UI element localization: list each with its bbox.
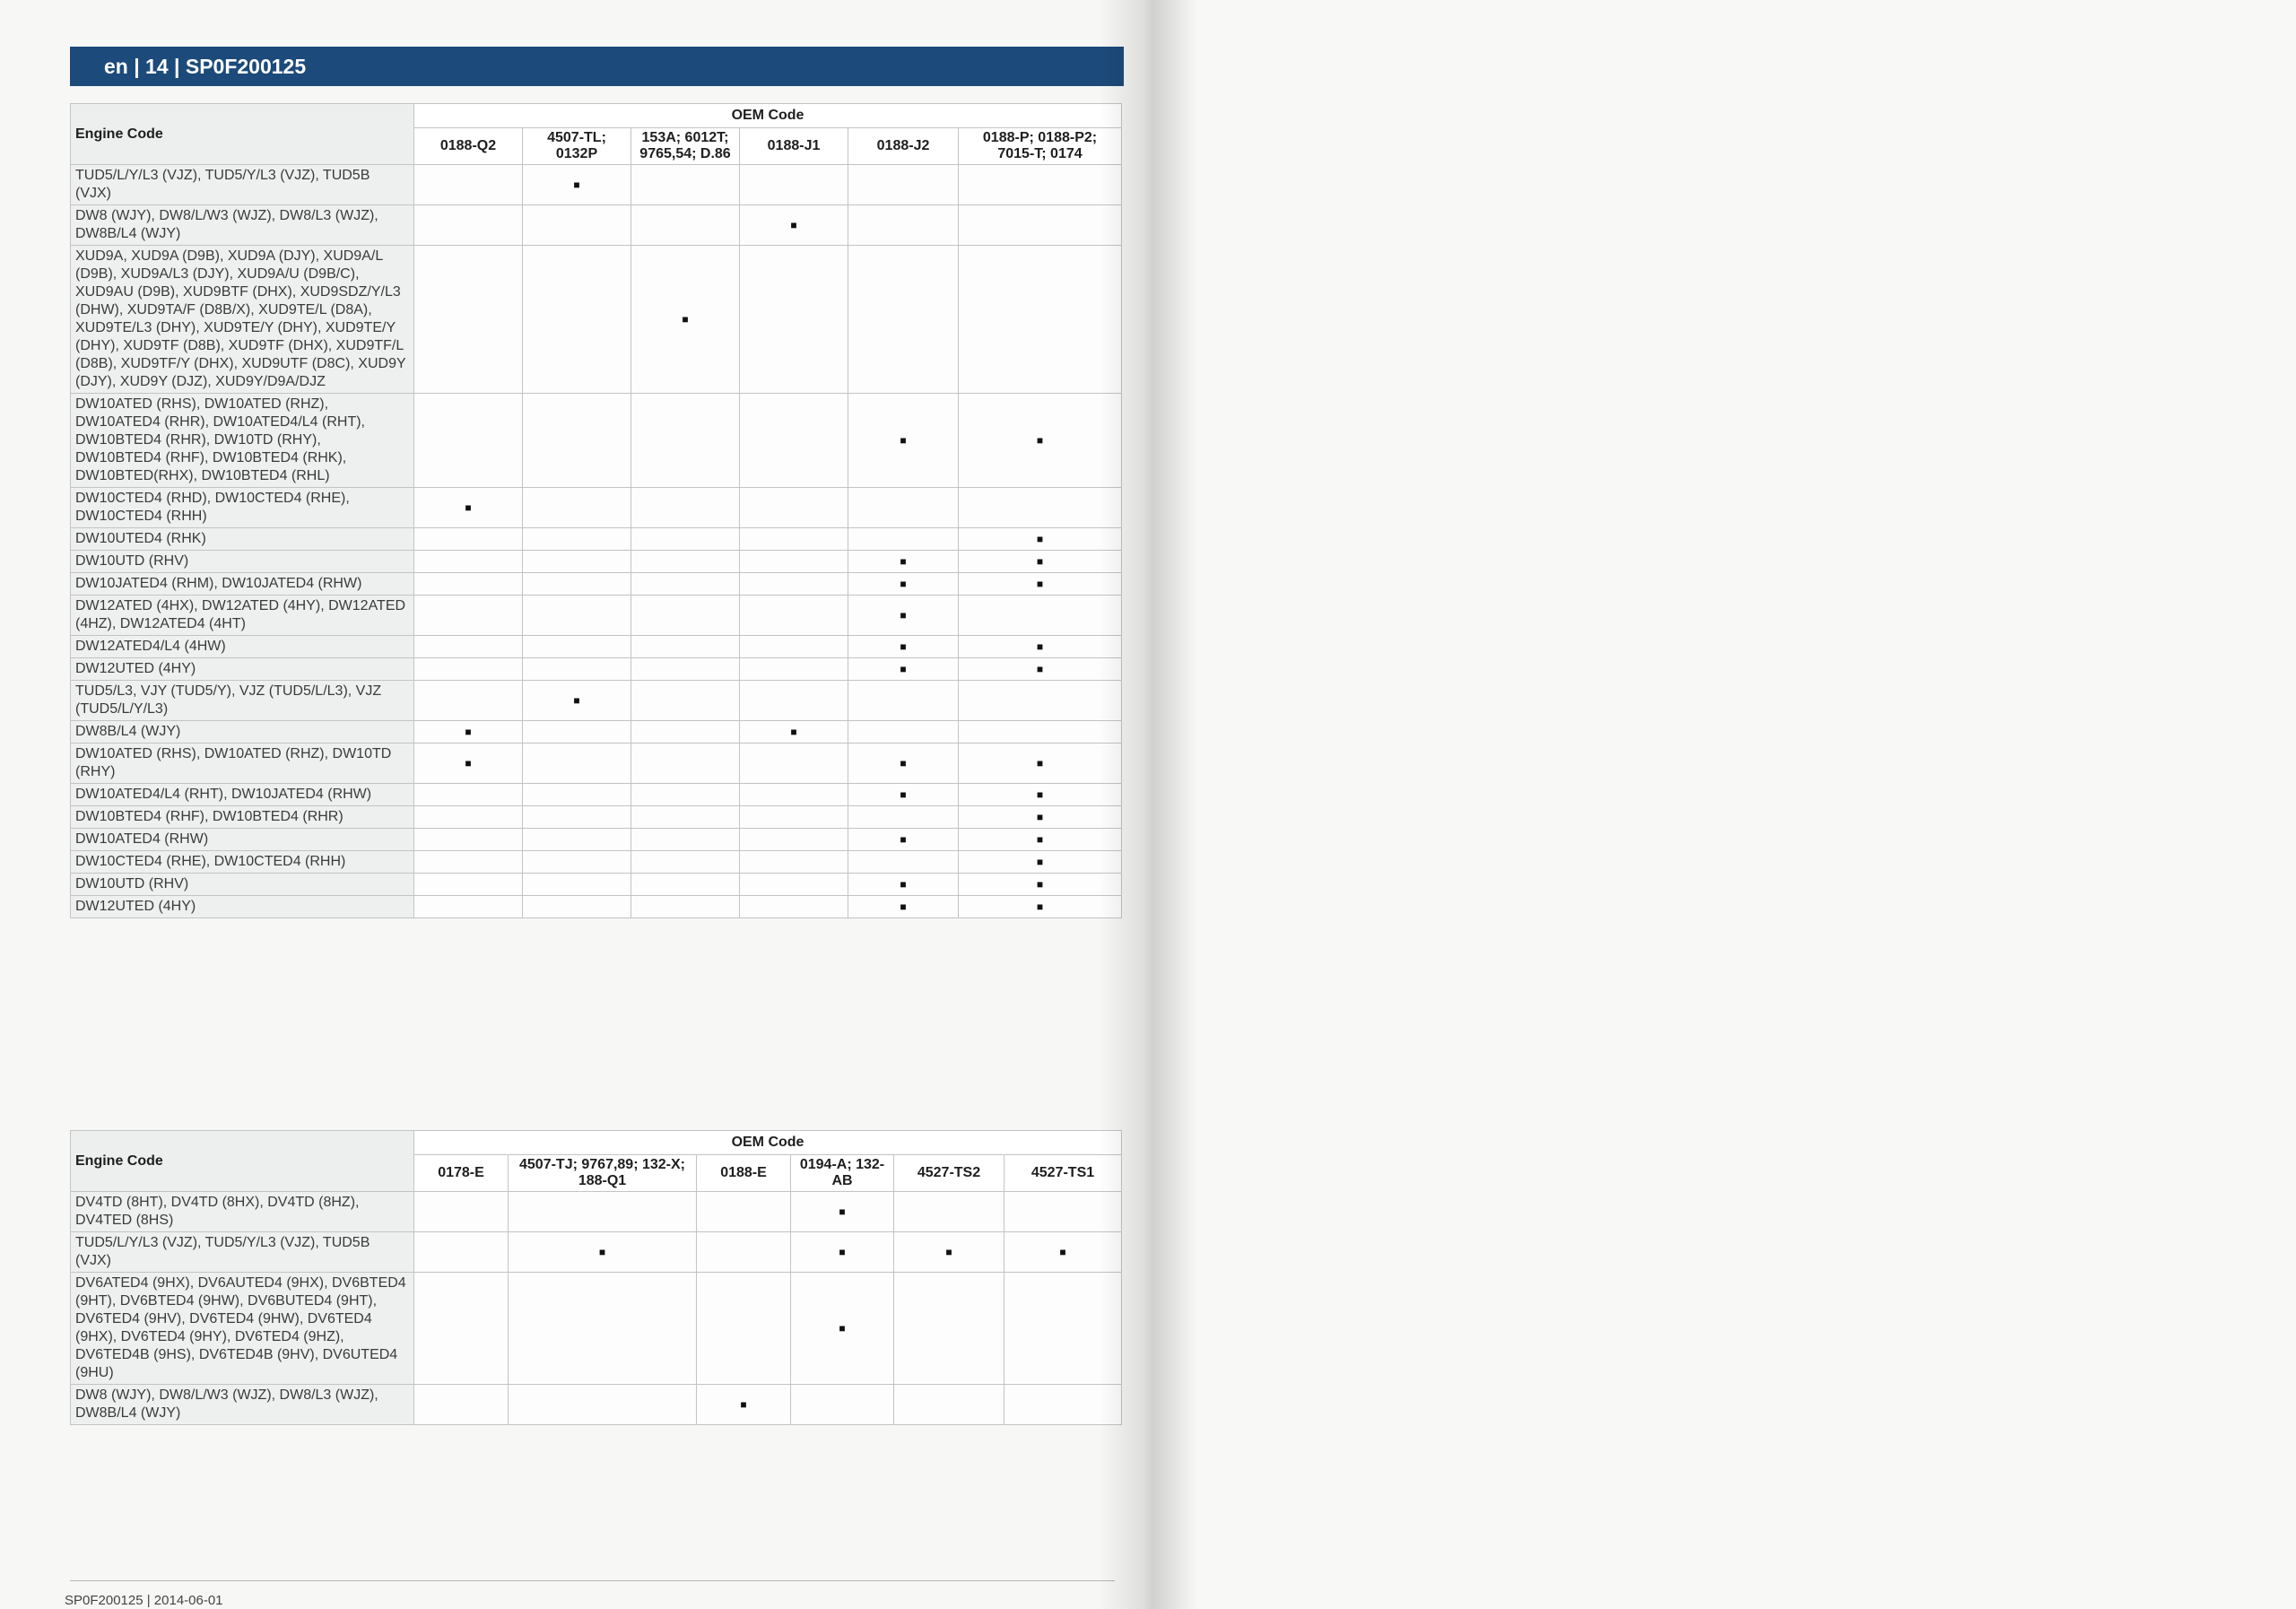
oem-match-cell: ■ [959,744,1122,784]
oem-match-cell: ■ [631,246,740,394]
oem-match-cell: ■ [848,896,959,918]
oem-match-cell [631,551,740,573]
oem-match-cell: ■ [959,874,1122,896]
table-row [71,551,1122,573]
oem-column-header: 0188-P; 0188-P2; 7015-T; 0174 [959,128,1122,165]
oem-match-cell: ■ [509,1232,697,1273]
oem-column-header: 0188-J1 [740,128,848,165]
left-page-header: en | 14 | SP0F200125 [70,47,1124,86]
oem-match-cell [740,165,848,205]
oem-match-cell [894,1385,1004,1425]
oem-match-cell [414,165,523,205]
oem-match-cell [791,1385,894,1425]
oem-match-cell [959,681,1122,721]
table-row [71,1192,1122,1232]
oem-match-cell [414,205,523,246]
oem-match-cell [631,851,740,874]
oem-match-cell [740,528,848,551]
oem-match-cell: ■ [414,721,523,744]
oem-match-cell [959,721,1122,744]
oem-match-cell [631,744,740,784]
oem-match-cell [414,636,523,658]
oem-match-cell: ■ [959,896,1122,918]
oem-match-cell [959,488,1122,528]
oem-match-cell: ■ [414,744,523,784]
oem-match-cell [414,851,523,874]
oem-match-cell: ■ [848,551,959,573]
oem-match-cell [523,896,631,918]
oem-match-cell [740,488,848,528]
oem-match-cell [740,829,848,851]
oem-match-cell [523,658,631,681]
oem-match-cell: ■ [848,573,959,596]
oem-match-cell: ■ [959,658,1122,681]
engine-code-cell: DW12UTED (4HY) [71,896,414,918]
oem-column-header: 4527-TS2 [894,1155,1004,1192]
oem-match-cell [959,165,1122,205]
oem-match-cell [631,636,740,658]
engine-code-cell: DV4TD (8HT), DV4TD (8HX), DV4TD (8HZ), DV4TED (8HS) [71,1192,414,1232]
oem-match-cell [523,744,631,784]
oem-column-header: 0188-E [697,1155,791,1192]
oem-match-cell [848,528,959,551]
oem-match-cell: ■ [959,573,1122,596]
oem-match-cell [1004,1192,1122,1232]
oem-code-header: OEM Code [414,104,1122,128]
oem-match-cell [414,829,523,851]
engine-code-cell: DW12UTED (4HY) [71,658,414,681]
oem-match-cell: ■ [848,658,959,681]
engine-code-cell: DW10CTED4 (RHE), DW10CTED4 (RHH) [71,851,414,874]
oem-match-cell: ■ [959,528,1122,551]
engine-code-cell: DW12ATED4/L4 (4HW) [71,636,414,658]
left-page [0,0,1135,1609]
engine-code-cell: TUD5/L3, VJY (TUD5/Y), VJZ (TUD5/L/L3), VJZ (TUD5/L/Y/L3) [71,681,414,721]
oem-match-cell [523,394,631,488]
oem-match-cell [740,394,848,488]
engine-code-cell: DW10ATED (RHS), DW10ATED (RHZ), DW10ATED4 (RHR), DW10ATED4/L4 (RHT), DW10BTED4 (RHR), DW10TD (RHY), DW10BTED4 (RHF), DW10BTED4 (RHK), DW10BTED(RHX), DW10BTED4 (RHL) [71,394,414,488]
table-row [71,528,1122,551]
oem-table-1 [70,103,1122,918]
oem-column-header: 0188-Q2 [414,128,523,165]
engine-code-cell: DW8 (WJY), DW8/L/W3 (WJZ), DW8/L3 (WJZ), DW8B/L4 (WJY) [71,1385,414,1425]
engine-code-cell: XUD9A, XUD9A (D9B), XUD9A (DJY), XUD9A/L (D9B), XUD9A/L3 (DJY), XUD9A/U (D9B/C), XUD9AU (D9B), XUD9BTF (DHX), XUD9SDZ/Y/L3 (DHW), XUD9TA/F (D8B/X), XUD9TE/L (D8A), XUD9TE/L3 (DHY), XUD9TE/Y (DHY), XUD9TE/Y (DHY), XUD9TF (D8B), XUD9TF (DHX), XUD9TF/L (D8B), XUD9TF/Y (DHX), XUD9UTF (D8C), XUD9Y (DJY), XUD9Y (DJZ), XUD9Y/D9A/DJZ [71,246,414,394]
engine-code-cell: DW10UTD (RHV) [71,551,414,573]
oem-match-cell [848,488,959,528]
oem-match-cell [740,806,848,829]
engine-code-cell: DW10JATED4 (RHM), DW10JATED4 (RHW) [71,573,414,596]
oem-match-cell [631,721,740,744]
table-row [71,896,1122,918]
oem-match-cell: ■ [740,721,848,744]
oem-match-cell [1004,1385,1122,1425]
oem-match-cell [631,681,740,721]
engine-code-header: Engine Code [71,104,414,165]
oem-match-cell [523,721,631,744]
oem-match-cell: ■ [523,165,631,205]
oem-match-cell [740,874,848,896]
engine-code-cell: DW10CTED4 (RHD), DW10CTED4 (RHE), DW10CTED4 (RHH) [71,488,414,528]
table-row [71,636,1122,658]
oem-match-cell: ■ [848,784,959,806]
oem-match-cell [740,784,848,806]
left-page-footer: SP0F200125 | 2014-06-01 [65,1593,223,1608]
oem-match-cell [848,205,959,246]
oem-match-cell [848,681,959,721]
oem-match-cell [631,165,740,205]
engine-code-cell: TUD5/L/Y/L3 (VJZ), TUD5/Y/L3 (VJZ), TUD5B (VJX) [71,165,414,205]
oem-match-cell [523,551,631,573]
oem-match-cell [414,528,523,551]
oem-match-cell [523,851,631,874]
oem-match-cell [414,1273,509,1385]
oem-match-cell [740,596,848,636]
oem-match-cell [894,1192,1004,1232]
oem-match-cell [740,851,848,874]
oem-match-cell [697,1192,791,1232]
engine-code-cell: DW10ATED4 (RHW) [71,829,414,851]
oem-match-cell [631,573,740,596]
engine-code-cell: DV6ATED4 (9HX), DV6AUTED4 (9HX), DV6BTED4 (9HT), DV6BTED4 (9HW), DV6BUTED4 (9HT), DV6TED4 (9HV), DV6TED4 (9HW), DV6TED4 (9HX), DV6TED4 (9HY), DV6TED4 (9HZ), DV6TED4B (9HS), DV6TED4B (9HV), DV6UTED4 (9HU) [71,1273,414,1385]
oem-match-cell [414,658,523,681]
oem-match-cell [631,896,740,918]
oem-match-cell [523,636,631,658]
oem-match-cell [523,205,631,246]
oem-match-cell: ■ [848,394,959,488]
engine-code-cell: DW10ATED4/L4 (RHT), DW10JATED4 (RHW) [71,784,414,806]
table-row [71,874,1122,896]
oem-table-2 [70,1130,1122,1425]
engine-code-cell: DW10UTED4 (RHK) [71,528,414,551]
oem-match-cell [631,784,740,806]
table-row [71,1273,1122,1385]
table-row [71,165,1122,205]
oem-match-cell: ■ [959,551,1122,573]
oem-match-cell: ■ [848,744,959,784]
oem-match-cell [414,551,523,573]
table-row [71,829,1122,851]
engine-code-cell: TUD5/L/Y/L3 (VJZ), TUD5/Y/L3 (VJZ), TUD5B (VJX) [71,1232,414,1273]
left-footer-rule [70,1580,1115,1581]
oem-match-cell [631,205,740,246]
table-row [71,488,1122,528]
oem-code-header: OEM Code [414,1131,1122,1155]
oem-match-cell [414,681,523,721]
oem-match-cell: ■ [959,806,1122,829]
oem-match-cell [631,806,740,829]
oem-match-cell [959,246,1122,394]
oem-match-cell [509,1192,697,1232]
oem-match-cell [631,874,740,896]
oem-match-cell [414,394,523,488]
oem-match-cell [631,488,740,528]
oem-match-cell: ■ [414,488,523,528]
table-row [71,573,1122,596]
oem-match-cell [697,1273,791,1385]
oem-match-cell [959,596,1122,636]
oem-column-header: 0178-E [414,1155,509,1192]
table-row [71,744,1122,784]
oem-match-cell [848,851,959,874]
oem-match-cell [509,1385,697,1425]
oem-match-cell [631,528,740,551]
engine-code-cell: DW12ATED (4HX), DW12ATED (4HY), DW12ATED (4HZ), DW12ATED4 (4HT) [71,596,414,636]
oem-match-cell [414,596,523,636]
right-page [1135,0,2296,1609]
table-row [71,1385,1122,1425]
oem-match-cell [848,806,959,829]
oem-match-cell [848,165,959,205]
table-row [71,596,1122,636]
table-row [71,851,1122,874]
table-row [71,394,1122,488]
oem-match-cell [414,896,523,918]
oem-match-cell [1004,1273,1122,1385]
oem-match-cell: ■ [791,1192,894,1232]
oem-match-cell [523,246,631,394]
engine-code-header: Engine Code [71,1131,414,1192]
oem-match-cell [740,681,848,721]
oem-column-header: 0188-J2 [848,128,959,165]
oem-match-cell [523,784,631,806]
oem-column-header: 4527-TS1 [1004,1155,1122,1192]
oem-match-cell [414,874,523,896]
oem-match-cell [848,721,959,744]
oem-match-cell [523,874,631,896]
oem-column-header: 4507-TJ; 9767,89; 132-X; 188-Q1 [509,1155,697,1192]
engine-code-cell: DW10UTD (RHV) [71,874,414,896]
oem-match-cell [509,1273,697,1385]
engine-code-cell: DW10ATED (RHS), DW10ATED (RHZ), DW10TD (RHY) [71,744,414,784]
oem-match-cell [894,1273,1004,1385]
engine-code-cell: DW10BTED4 (RHF), DW10BTED4 (RHR) [71,806,414,829]
oem-match-cell [523,488,631,528]
oem-match-cell [631,658,740,681]
table-row [71,205,1122,246]
oem-match-cell [848,246,959,394]
oem-column-header: 0194-A; 132-AB [791,1155,894,1192]
oem-match-cell [414,784,523,806]
oem-match-cell: ■ [848,874,959,896]
oem-match-cell [740,551,848,573]
oem-match-cell [740,896,848,918]
oem-match-cell [631,596,740,636]
oem-match-cell [523,829,631,851]
oem-match-cell [697,1232,791,1273]
oem-match-cell [523,573,631,596]
oem-match-cell: ■ [697,1385,791,1425]
oem-match-cell [631,394,740,488]
oem-match-cell [740,246,848,394]
oem-column-header: 4507-TL; 0132P [523,128,631,165]
oem-match-cell: ■ [791,1232,894,1273]
oem-match-cell: ■ [959,851,1122,874]
oem-match-cell [740,744,848,784]
oem-match-cell: ■ [894,1232,1004,1273]
oem-match-cell [414,1385,509,1425]
oem-match-cell: ■ [959,394,1122,488]
engine-code-cell: DW8 (WJY), DW8/L/W3 (WJZ), DW8/L3 (WJZ), DW8B/L4 (WJY) [71,205,414,246]
oem-match-cell [740,658,848,681]
oem-match-cell: ■ [848,636,959,658]
oem-column-header: 153A; 6012T; 9765,54; D.86 [631,128,740,165]
table-row [71,1232,1122,1273]
oem-match-cell [523,596,631,636]
oem-match-cell [959,205,1122,246]
table-row [71,681,1122,721]
table-row [71,246,1122,394]
table-row [71,658,1122,681]
oem-match-cell [523,806,631,829]
oem-match-cell [414,1192,509,1232]
table-row [71,784,1122,806]
oem-match-cell [631,829,740,851]
table-row [71,721,1122,744]
table-row [71,806,1122,829]
oem-match-cell: ■ [959,829,1122,851]
oem-match-cell: ■ [959,636,1122,658]
oem-match-cell: ■ [959,784,1122,806]
oem-match-cell [740,573,848,596]
oem-match-cell [523,528,631,551]
oem-match-cell: ■ [523,681,631,721]
oem-match-cell: ■ [740,205,848,246]
engine-code-cell: DW8B/L4 (WJY) [71,721,414,744]
oem-match-cell: ■ [1004,1232,1122,1273]
oem-match-cell: ■ [848,829,959,851]
oem-match-cell: ■ [848,596,959,636]
oem-match-cell [414,573,523,596]
oem-match-cell [414,246,523,394]
oem-match-cell: ■ [791,1273,894,1385]
oem-match-cell [414,806,523,829]
oem-match-cell [740,636,848,658]
oem-match-cell [414,1232,509,1273]
